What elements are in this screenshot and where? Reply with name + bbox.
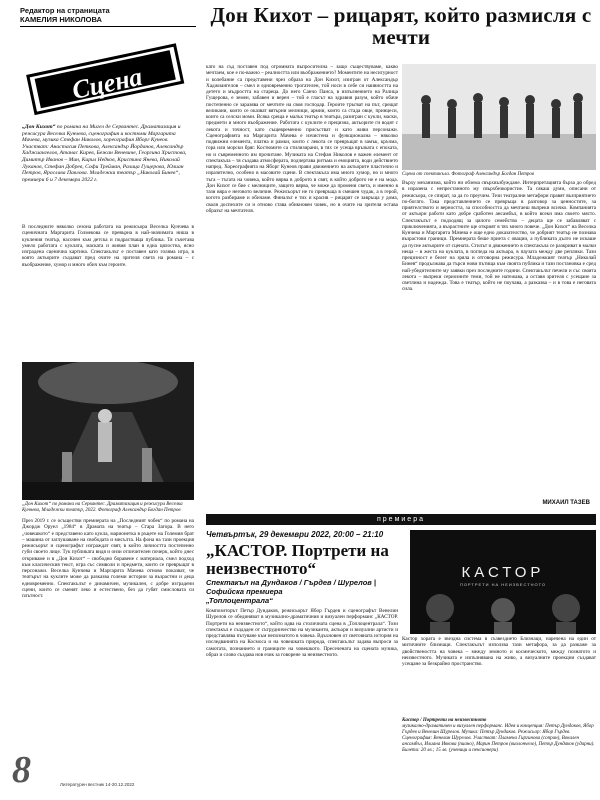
photo-1-caption: „Дон Кихот“ по романа на Сервантес. Драматизация и режисура Веселка Кунчева, Младежки театър, 2022. Фотограф Александър Богдан Петров <box>22 502 183 513</box>
page-editor <box>20 6 200 24</box>
photo-2-caption: Сцена от спектакъла. Фотограф Александър Богдан Петров <box>402 172 535 177</box>
editor-label: Редактор на страницата <box>20 6 110 15</box>
premiere-subtitle <box>206 578 406 605</box>
article-headline: Дон Кихот – рицарят, който размисля с мечти <box>210 3 592 49</box>
article-author: МИХАИЛ ТАЗЕВ <box>542 500 590 506</box>
credits-title: „Дон Кихот“ <box>22 124 56 130</box>
stage-photo-1 <box>22 362 194 500</box>
editor-name: КАМЕЛИЯ НИКОЛОВА <box>20 15 102 24</box>
poster-title: КАСТОР <box>461 564 545 581</box>
premiere-band: премиера <box>206 514 596 525</box>
credits-text: по романа на Мигел де Сервантес. Драматизация и режисура Веселка Кунчева, сценография и костюми Маргарита Мачева, музика Стефан Николов, хореография Яборг Кунеов. Участват: Анастасия Петкова, Александър Йорданов, Александър Хаджиангелов, Атанас Кирев, Бежан Веневиче, Георгина Христова, Димитър Иванов – Мин, Кирил Недков, Кристина Янева, Николай Луканов, Стефан Добрев, Софи Трейман, Ралица Гущерова, Юлиан Петров, Ярослава Павлова. Младежки театър „Николай Бинев“, премиери 6 и 7 декември 2022 г. <box>22 124 187 183</box>
section-title: Сцена <box>69 61 145 105</box>
article-body-col2: като на съд поставен под огромната въпросителна – защо съществуваме, какво мечтаем, кое е по-важно – реалността или въображението? Моментите на несигурност и колебание са представени чрез образа на Дон Кихот, изигран от Александър Хаджиангелов – смел и едновременно трогателен, той носи в себе си наивността на детето и мъдростта на стареца. До него Санчо Панса, в изпълнението на Ралица Гущерова, е земен, забавен и верен – той е гласът на здравия разум, който обаче постепенно се заразява от мечтите на своя господар. Героите тръгват на път, срещат великани, които се оказват вятърни мелници, армии, които са стада овце, принцеси, които са селски моми. Всяка среща е малък театър в театъра, разигран с кукли, маски, предмети и много въображение. Работата с куклите е прецизна, актьорите ги водят с лекота и точност, като същевременно присъстват и като живи персонажи. Сценографията на Маргарита Мачева е изчистена и функционална – няколко подвижни елемента, платна и рамки, които с лекота се превръщат в замък, кръчма, гора или морски бряг. Костюмите са стилизирани, в тях се усеща връзката с епохата, но и съвременното им прочитане. Музиката на Стефан Николов е важен елемент от спектакъла – тя създава атмосферата, подчертава ритъма и емоцията, води действието напред. Хореографията на Яборг Кунеов прави движението на актьорите пластично и изразително, особено в масовите сцени. В спектакъла има много хумор, но и много тъга – тъгата на човека, който вярва в доброто в свят, в който доброто не е на мода. Дон Кихот се бие с мелниците, защото вярва, че може да промени света, и именно в тази вяра е неговото величие. Режисьорът не го превръща в смешен чудак, а в герой, когото разбираме и обичаме. Финалът е тих и красив – рицарят се завръща у дома, сваля доспехите си и отново става обикновен човек, но в очите на зрителя остава образът на мечтателя. <box>206 64 398 214</box>
stage-photo-2 <box>402 64 596 170</box>
article-body-col1a: В последните няколко сезона работата на режисьора Веселка Кунчева в сценичната Маргарита Голмекова се превърна в най-значимата ниша в кукления театър, насочен към детска и подрастваща публика. Тя съчетава умело работата с куклата, маската и живия план в една цялостна, ясно изградена сценична картина. Спектакълът е поставен като голяма игра, в която актьорите създават пред очите на зрителя света на романа – с въображение, хумор и много обич към героите. <box>22 224 194 268</box>
premiere-title: „КАСТОР. Портрети на неизвестното“ <box>206 541 389 578</box>
page-number: 8 <box>12 749 31 791</box>
premiere-body-left: Композиторът Петър Дундаков, режисьорът Ябор Гърдев и сценографът Венелин Шурелов се обединяват в музикално-драматичния и визуален перформанс „КАСТОР. Портрети на неизвестното“, който идва на столичната сцена в „Топлоцентрала“. Този спектакъл е създаден от сътрудничество на музиканти, актьори и визуални артисти и представлява пътуване към непознатото в човека. Вдъхновен от световната история на изследванията на Космоса и на човешката природа, спектакълът задава въпроси за самотата, познанието и границите на човешкото. Пресечената на сцената музика, образ и слово създава нов език за говорене за неизвестното. <box>206 608 398 658</box>
kastor-poster <box>410 530 596 634</box>
premiere-subtitle-text: Спектакъл на Дундаков / Гърдев / Шурелов | Софийска премиера <box>206 578 377 596</box>
premiere-venue: „Топлоцентрала“ <box>206 596 273 605</box>
premiere-date: Четвъртък, 29 декември 2022, 20:00 – 21:10 <box>206 530 384 539</box>
premiere-body-right: Кастор хората е звездна система в съзвездието Близнаци, наречена на един от митичните близнаци. Спектакълът използва тази метафора, за да разкаже за двойствеността на човека – между земното и космическото, между познатото и неизвестното. Музиката е изпълнявана на живо, а визуалните проекции създават усещане за безкрайно пространство. <box>402 636 596 667</box>
premiere-credits-title: Кастор / Портрети на неизвестното <box>402 718 487 723</box>
production-credits <box>22 124 194 183</box>
divider <box>20 26 196 27</box>
poster-subtitle: ПОРТРЕТИ НА НЕИЗВЕСТНОТО <box>459 582 547 587</box>
page-footer: Литературен вестник 14-20.12.2022 <box>60 782 135 787</box>
article-body-col3: Върху механизма, който ни обзема свърхвъзбуждане. Интерпретацията бърза до обред в изразена с непрестанното му свърхбезкористие. Та сякаш думи, описани от режисьора, се спират, за да го преучим. Тези театрални метафори правят възприятието по-богато. Така представлението се превръща в разговор за ценностите, за приятелството и верността, за способността да мечтаеш въпреки всичко. Компанията от актьори работи като добре сработен ансамбъл, в който всеки има своето място. Спектакълът е подходящ за цялото семейство – децата ще се забавляват с приключенията, а възрастните ще открият в тях много повече. „Дон Кихот“ на Веселка Кунчева и Маргарита Мачева е още едно доказателство, че добрият театър не познава възрастови граници. Премиерата беше приета с овации, а публиката дълго не искаше да пусне актьорите от сцената. Стилът и движението в спектакъла се разкриват в малки неща – в жеста на куклата, в погледа на актьора, в паузата между две реплики. Тази прецизност е белег на зряла и отговорна режисура. Младежкият театър „Николай Бинев“ продължава да търси нови пътища към своята публика и тази постановка е сред най-убедителните му заявки през последните години. Спектакълът печели и със своята лекота – въпреки сериозните теми, той не натежава, а оставя зрителя с усещане за светлина и надежда. Това е театър, който не поучава, а разказва – и в това е неговата сила. <box>402 180 596 293</box>
article-body-col1b: През 2019 г. се осъществи премиерата на „Последният чобек“ по романа на Джордж Оруел „1984“ в Драмата на театър – Стара Загора. В него „човешкото“ е представено като кукла, марионетка в ръцете на Големия брат – машина от заглушаване на свободата и мисълта. На фона на тази проекция режисьорът и сценографът изграждат свят, в който личността постепенно губи своето лице. Тук публиката видя и онзи отличителен почерк, който днес откриваме и в „Дон Кихот“ – свободно боравене с материала, смел подход към класическия текст, игра със символи и предмети, които се превръщат в персонажи. Веселка Кунчева и Маргарита Мачева отново показват, че театърът на куклите може да разказва големи истории за възрастни и деца едновременно. Спектакълът е динамичен, музикален, с добре изградени сцени, които се сменят леко и естествено, без да губят смисловата си плътност. <box>22 518 194 599</box>
premiere-credits <box>402 718 596 754</box>
premiere-credits-text: музикално-драматичен и визуален перформанс. Идея и концепция: Петър Дундаков, Ябор Гърдев и Венелин Шурелов. Музика: Петър Дундаков. Режисьор: Ябор Гърдев. Сценография: Венелин Шурелов. Участват: Пламена Гиргинова (сопран), Вокален ансамбъл, Илиана Ивкова (пиано), Марин Петров (виолончело), Петър Дундаков (ударни). Билети: 20 лв.; 15 лв. (ученици и пенсионери) <box>402 724 595 753</box>
